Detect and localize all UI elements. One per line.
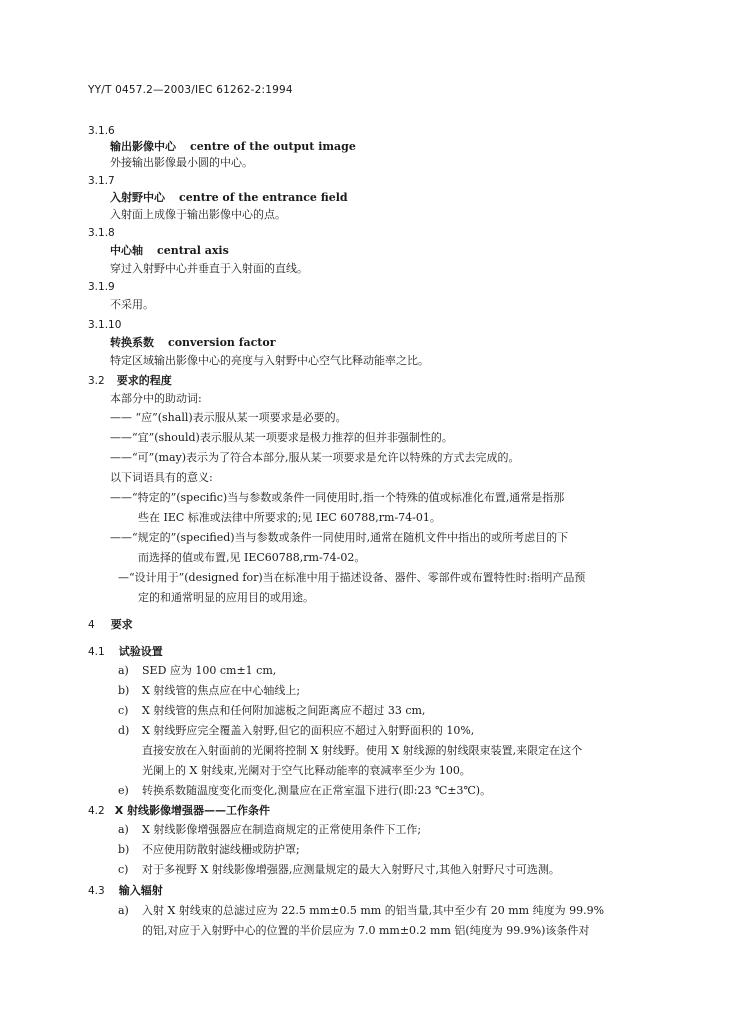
item-text: 对于多视野 X 射线影像增强器,应测量规定的最大入射野尺寸,其他入射野尺寸可选测。 <box>142 863 560 876</box>
term-zh: 中心轴 <box>110 244 143 257</box>
paragraph: 以下词语具有的意义: <box>110 471 213 484</box>
list-item <box>118 823 421 837</box>
section-heading <box>88 804 270 818</box>
section-title: 试验设置 <box>118 645 163 658</box>
section-heading <box>88 884 163 898</box>
term-meaning: —“设计用于”(designed for)当在标准中用于描述设备、器件、零部件或布置特性时:指明产品预 <box>118 571 586 584</box>
item-text: X 射线野应完全覆盖入射野,但它的面积应不超过入射野面积的 10%, <box>142 724 475 737</box>
term-heading <box>110 244 229 258</box>
term-zh: 入射野中心 <box>110 191 165 204</box>
verb-definition: ——“宜”(should)表示服从某一项要求是极力推荐的但并非强制性的。 <box>110 431 453 444</box>
list-item <box>118 724 474 738</box>
item-label: c) <box>118 863 129 876</box>
item-label: b) <box>118 684 130 697</box>
list-item <box>118 664 276 678</box>
clause-number: 3.1.6 <box>88 125 115 137</box>
item-continuation: 直接安放在入射面前的光阑将控制 X 射线野。使用 X 射线源的射线限束装置,来限定在这个 <box>142 744 583 757</box>
clause-number: 3.1.9 <box>88 281 115 293</box>
verb-definition: ——“可”(may)表示为了符合本部分,服从某一项要求是允许以特殊的方式去完成的。 <box>110 451 520 464</box>
list-item <box>118 784 491 798</box>
term-en: conversion factor <box>168 336 276 349</box>
item-text: X 射线影像增强器应在制造商规定的正常使用条件下工作; <box>142 823 422 836</box>
item-label: e) <box>118 784 129 797</box>
item-text: X 射线管的焦点应在中心轴线上; <box>142 684 301 697</box>
list-item <box>118 863 560 877</box>
section-number: 4 <box>88 619 95 631</box>
clause-number: 3.1.10 <box>88 319 122 331</box>
term-en: centre of the output image <box>190 140 356 153</box>
section-title: 要求的程度 <box>116 374 172 387</box>
item-label: a) <box>118 904 129 917</box>
section-number: 4.3 <box>88 885 105 897</box>
section-heading <box>88 645 163 659</box>
item-text: SED 应为 100 cm±1 cm, <box>142 664 277 677</box>
term-meaning: ——“规定的”(specified)当与参数或条件一同使用时,通常在随机文件中指出的或所考虑目的下 <box>110 531 569 544</box>
item-label: a) <box>118 664 129 677</box>
item-label: b) <box>118 843 130 856</box>
term-definition: 外接输出影像最小圆的中心。 <box>110 156 253 169</box>
term-zh: 输出影像中心 <box>110 140 176 153</box>
standard-header: YY/T 0457.2—2003/IEC 61262-2:1994 <box>88 84 293 96</box>
item-text: 不应使用防散射滤线栅或防护罩; <box>142 843 300 856</box>
term-definition: 入射面上成像于输出影像中心的点。 <box>110 208 286 221</box>
clause-number: 3.1.7 <box>88 175 115 187</box>
list-item <box>118 904 604 918</box>
clause-number: 3.1.8 <box>88 227 115 239</box>
term-meaning-continued: 而选择的值或布置,见 IEC60788,rm-74-02。 <box>138 551 366 564</box>
list-item <box>118 704 425 718</box>
term-en: central axis <box>157 244 229 257</box>
term-definition: 穿过入射野中心并垂直于入射面的直线。 <box>110 262 308 275</box>
term-meaning: ——“特定的”(specific)当与参数或条件一同使用时,指一个特殊的值或标准化布置,通常是指那 <box>110 491 565 504</box>
term-heading <box>110 140 356 154</box>
item-continuation: 的铝,对应于入射野中心的位置的半价层应为 7.0 mm±0.2 mm 铝(纯度为 99.9%)该条件对 <box>142 924 590 937</box>
section-number: 4.1 <box>88 646 105 658</box>
section-heading <box>88 374 172 388</box>
list-item <box>118 843 300 857</box>
paragraph: 本部分中的助动词: <box>110 392 202 405</box>
list-item <box>118 684 300 698</box>
term-definition: 特定区域输出影像中心的亮度与入射野中心空气比释动能率之比。 <box>110 354 429 367</box>
item-text: 转换系数随温度变化而变化,测量应在正常室温下进行(即:23 ℃±3℃)。 <box>142 784 492 797</box>
item-label: c) <box>118 704 129 717</box>
term-meaning-continued: 定的和通常明显的应用目的或用途。 <box>138 591 314 604</box>
term-en: centre of the entrance field <box>179 191 348 204</box>
section-title: 要求 <box>110 618 133 631</box>
section-title: X 射线影像增强器——工作条件 <box>114 804 271 817</box>
term-definition: 不采用。 <box>110 298 154 311</box>
section-number: 3.2 <box>88 375 105 387</box>
section-title: 输入辐射 <box>118 884 163 897</box>
section-heading <box>88 618 133 632</box>
item-continuation: 光阑上的 X 射线束,光阑对于空气比释动能率的衰减率至少为 100。 <box>142 764 471 777</box>
item-label: a) <box>118 823 129 836</box>
verb-definition: —— “应”(shall)表示服从某一项要求是必要的。 <box>110 411 347 424</box>
item-label: d) <box>118 724 130 737</box>
item-text: X 射线管的焦点和任何附加滤板之间距离应不超过 33 cm, <box>142 704 426 717</box>
term-heading <box>110 191 348 205</box>
term-heading <box>110 336 276 350</box>
term-meaning-continued: 些在 IEC 标准或法律中所要求的;见 IEC 60788,rm-74-01。 <box>138 511 441 524</box>
item-text: 入射 X 射线束的总滤过应为 22.5 mm±0.5 mm 的铝当量,其中至少有 20 mm 纯度为 99.9% <box>142 904 605 917</box>
section-number: 4.2 <box>88 805 105 817</box>
term-zh: 转换系数 <box>110 336 154 349</box>
